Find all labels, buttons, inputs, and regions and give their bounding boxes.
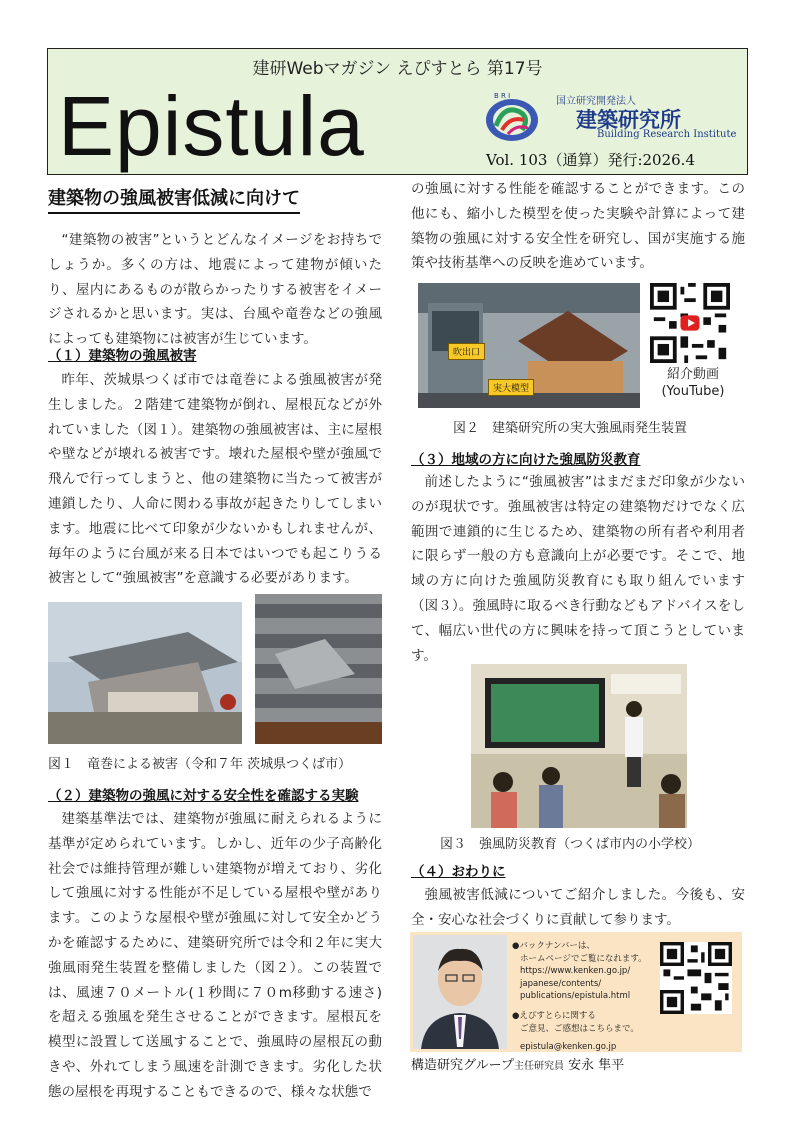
section3-heading: （３）地域の方に向けた強風防災教育 [411,452,641,468]
bri-letters: B R I [494,92,511,100]
masthead [47,79,748,175]
damaged-roof-tiles-photo [255,594,382,744]
section1-paragraph [48,368,382,591]
bri-logo-icon [482,90,544,144]
org-english-name: Building Research Institute [597,129,737,140]
backnumber-url-2[interactable]: japanese/contents/ [520,978,602,989]
section2-text: 建築基準法では、建築物が強風に耐えられるように基準が定められています。しかし、近年の少子高齢化社会では維持管理が難しい建築物が増えており、劣化して強風に対する性能が不足している屋根や壁があります。このような屋根や壁が強風に対して安全かどうかを確認するために、建築研究所では令和２年に実大強風雨発生装置を整備しました（図２）。この装置では、風速７０メートル(１秒間に７０m移動する速さ)を超える強風を発生させることができます。屋根瓦を模型に設置して送風することで、強風時の屋根瓦の動きや、外れてしまう風速を計測できます。劣化した状態の屋根を再現することもできるので、様々な状態で [48,811,382,1100]
section2-continued [411,177,745,276]
label-outlet: 吹出口 [448,343,485,360]
feedback-email[interactable]: epistula@kenken.go.jp [520,1042,617,1053]
author-byline [411,1054,624,1073]
section4-heading: （４）おわりに [411,864,506,880]
section2-continued-text: の強風に対する性能を確認することができます。この他にも、縮小した模型を使った実験や計算によって建築物の強風に対する安全性を研究し、国が実施する施策や技術基準への反映を進めています。 [411,181,745,272]
backnumber-text [512,940,662,1054]
backnumber-line7: ご意見、ご感想はこちらまで。 [520,1023,639,1034]
backnumber-line6: ●えぴすとらに関する [512,1010,596,1021]
org-type: 国立研究開発法人 [556,96,636,107]
volume-issue: Vol. 103（通算）発行:2026.4 [486,151,695,169]
backnumber-url-1[interactable]: https://www.kenken.go.jp/ [520,966,631,977]
section1-heading: （１）建築物の強風被害 [48,348,197,364]
figure2-caption: 図２ 建築研究所の実大強風雨発生装置 [453,421,688,436]
label-model: 実大模型 [488,379,534,396]
author-group: 構造研究グループ [411,1058,514,1073]
intro-paragraph [48,228,382,352]
author-photo [413,935,507,1049]
backnumber-qr-code-icon[interactable] [660,942,732,1014]
section3-paragraph [411,470,745,668]
author-position: 主任研究員 [513,1061,564,1072]
classroom-photo [471,664,687,828]
article-title: 建築物の強風被害低減に向けて [48,187,300,214]
org-name: 建築研究所 [576,108,681,132]
video-label-sub: (YouTube) [661,384,725,399]
section1-text: 昨年、茨城県つくば市では竜巻による強風被害が発生しました。２階建て建築物が倒れ、屋根瓦などが外れていました（図１）。建築物の強風被害は、主に屋根や壁などが壊れる被害です。壊れた屋根や壁が強風で飛んで行ってしまうと、他の建築物に当たって被害が連鎖したり、人命に関わる事故が起きたりしてしまいます。地震に比べて印象が少ないかもしれませんが、毎年のように台風が来る日本ではいつでも起こりうる被害として“強風被害”を意識する必要があります。 [48,372,382,587]
magazine-subtitle: 建研Webマガジン えぴすとら 第17号 [252,58,543,79]
section2-paragraph [48,807,382,1100]
backnumber-url-3[interactable]: publications/epistula.html [520,991,631,1002]
section2-heading: （２）建築物の強風に対する安全性を確認する実験 [48,788,359,804]
video-label-text: 紹介動画 [666,367,719,382]
backnumber-line2: ホームページでご覧になれます。 [520,953,647,964]
section4-paragraph [411,883,745,933]
youtube-qr-code-icon[interactable] [650,283,730,363]
figure1-caption: 図１ 竜巻による被害（令和７年 茨城県つくば市） [48,757,352,772]
section4-text: 強風被害低減についてご紹介しました。今後も、安全・安心な社会づくりに貢献して参ります。 [411,887,745,928]
author-name: 安永 隼平 [568,1058,625,1073]
section3-text: 前述したように“強風被害”はまだまだ印象が少ないのが現状です。強風被害は特定の建築物だけでなく広範囲で連鎖的に生じるため、建築物の所有者や利用者に限らず一般の方も意識向上が必要です。そこで、地域の方に向けた強風防災教育にも取り組んでいます（図３）。強風時に取るべき行動などもアドバイスをして、幅広い世代の方に興味を持って頂こうとしています。 [411,474,745,664]
video-label [650,366,736,400]
intro-text: “建築物の被害”というとどんなイメージをお持ちでしょうか。多くの方は、地震によって建物が傾いたり、屋内にあるものが散らかったりする被害をイメージされるかと思います。実は、台風や竜巻などの強風によっても建築物には被害が生じています。 [48,232,382,348]
wind-tunnel-photo [418,283,640,408]
figure3-caption: 図３ 強風防災教育（つくば市内の小学校） [440,837,701,852]
backnumber-line1: ●バックナンバーは、 [512,941,595,951]
epistula-logo: Epistula [58,79,365,173]
collapsed-building-photo [48,602,242,744]
